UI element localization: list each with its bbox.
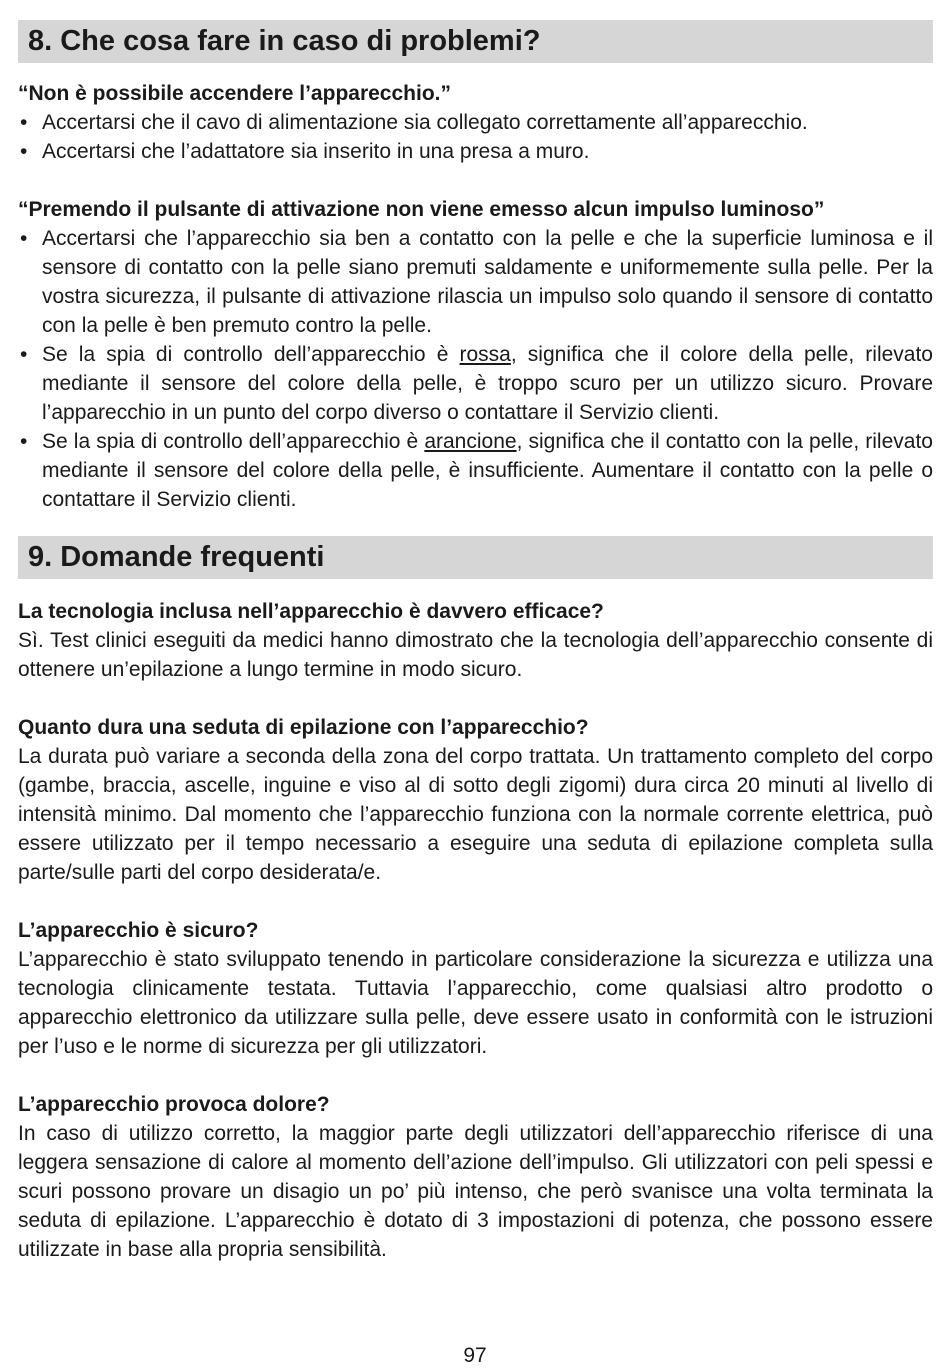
problem-1-title: “Non è possibile accendere l’apparecchio.” — [18, 82, 451, 105]
list-item: • Se la spia di controllo dell’apparecchio è arancione, significa che il contatto con la pelle, rilevato mediante il sensore del colore della pelle, è insufficiente. Aumentare il contatto con la pelle o contattare il Servizio clienti. — [18, 427, 933, 514]
problem-1-bullets — [18, 108, 933, 166]
orange-light-term: arancione — [424, 430, 517, 453]
page-number: 97 — [463, 1344, 487, 1367]
faq-question: L’apparecchio provoca dolore? — [18, 1093, 330, 1116]
faq-answer: Sì. Test clinici eseguiti da medici hanno dimostrato che la tecnologia dell’apparecchio consente di ottenere un’epilazione a lungo termine in modo sicuro. — [18, 629, 933, 681]
bullet-icon: • — [20, 140, 28, 163]
faq-question: La tecnologia inclusa nell’apparecchio è davvero efficace? — [18, 600, 604, 623]
faq-answer: La durata può variare a seconda della zona del corpo trattata. Un trattamento completo del corpo (gambe, braccia, ascelle, inguine e viso al di sotto degli zigomi) dura circa 20 minuti al livello di intensità minimo. Dal momento che l’apparecchio funziona con la normale corrente elettrica, può essere utilizzato per il tempo necessario a eseguire una seduta di epilazione completa sulla parte/sulle parti del corpo desiderata/e. — [18, 745, 933, 884]
faq-answer: In caso di utilizzo corretto, la maggior parte degli utilizzatori dell’apparecchio riferisce di una leggera sensazione di calore al momento dell’azione dell’impulso. Gli utilizzatori con peli spessi e scuri possono provare un disagio un po’ più intenso, che però svanisce una volta terminata la seduta di epilazione. L’apparecchio è dotato di 3 impostazioni di potenza, che possono essere utilizzate in base alla propria sensibilità. — [18, 1122, 933, 1261]
section-8-header — [18, 20, 933, 63]
list-item: • Accertarsi che il cavo di alimentazione sia collegato correttamente all’apparecchio. — [18, 108, 933, 137]
faq-question: L’apparecchio è sicuro? — [18, 919, 259, 942]
list-item: • Accertarsi che l’adattatore sia inserito in una presa a muro. — [18, 137, 933, 166]
problem-2-bullets — [18, 224, 933, 514]
bullet-icon: • — [20, 430, 28, 453]
list-item: • Accertarsi che l’apparecchio sia ben a contatto con la pelle e che la superficie luminosa e il sensore di contatto con la pelle siano premuti saldamente e uniformemente sulla pelle. Per la vostra sicurezza, il pulsante di attivazione rilascia un impulso solo quando il sensore di contatto con la pelle è ben premuto contro la pelle. — [18, 224, 933, 340]
list-item: • Se la spia di controllo dell’apparecchio è rossa, significa che il colore della pelle, rilevato mediante il sensore del colore della pelle, è troppo scuro per un utilizzo sicuro. Provare l’apparecchio in un punto del corpo diverso o contattare il Servizio clienti. — [18, 340, 933, 427]
section-9-title: 9. Domande frequenti — [28, 541, 325, 573]
faq-answer: L’apparecchio è stato sviluppato tenendo in particolare considerazione la sicurezza e utilizza una tecnologia clinicamente testata. Tuttavia l’apparecchio, come qualsiasi altro prodotto o apparecchio elettronico da utilizzare sulla pelle, deve essere usato in conformità con le istruzioni per l’uso e le norme di sicurezza per gli utilizzatori. — [18, 948, 933, 1058]
section-9-header — [18, 536, 933, 579]
section-8-title: 8. Che cosa fare in caso di problemi? — [28, 25, 541, 57]
manual-page — [18, 20, 933, 1264]
bullet-icon: • — [20, 111, 28, 134]
bullet-icon: • — [20, 227, 28, 250]
bullet-icon: • — [20, 343, 28, 366]
problem-2-title: “Premendo il pulsante di attivazione non viene emesso alcun impulso luminoso” — [18, 198, 825, 221]
red-light-term: rossa — [459, 343, 511, 366]
faq-question: Quanto dura una seduta di epilazione con l’apparecchio? — [18, 716, 589, 739]
